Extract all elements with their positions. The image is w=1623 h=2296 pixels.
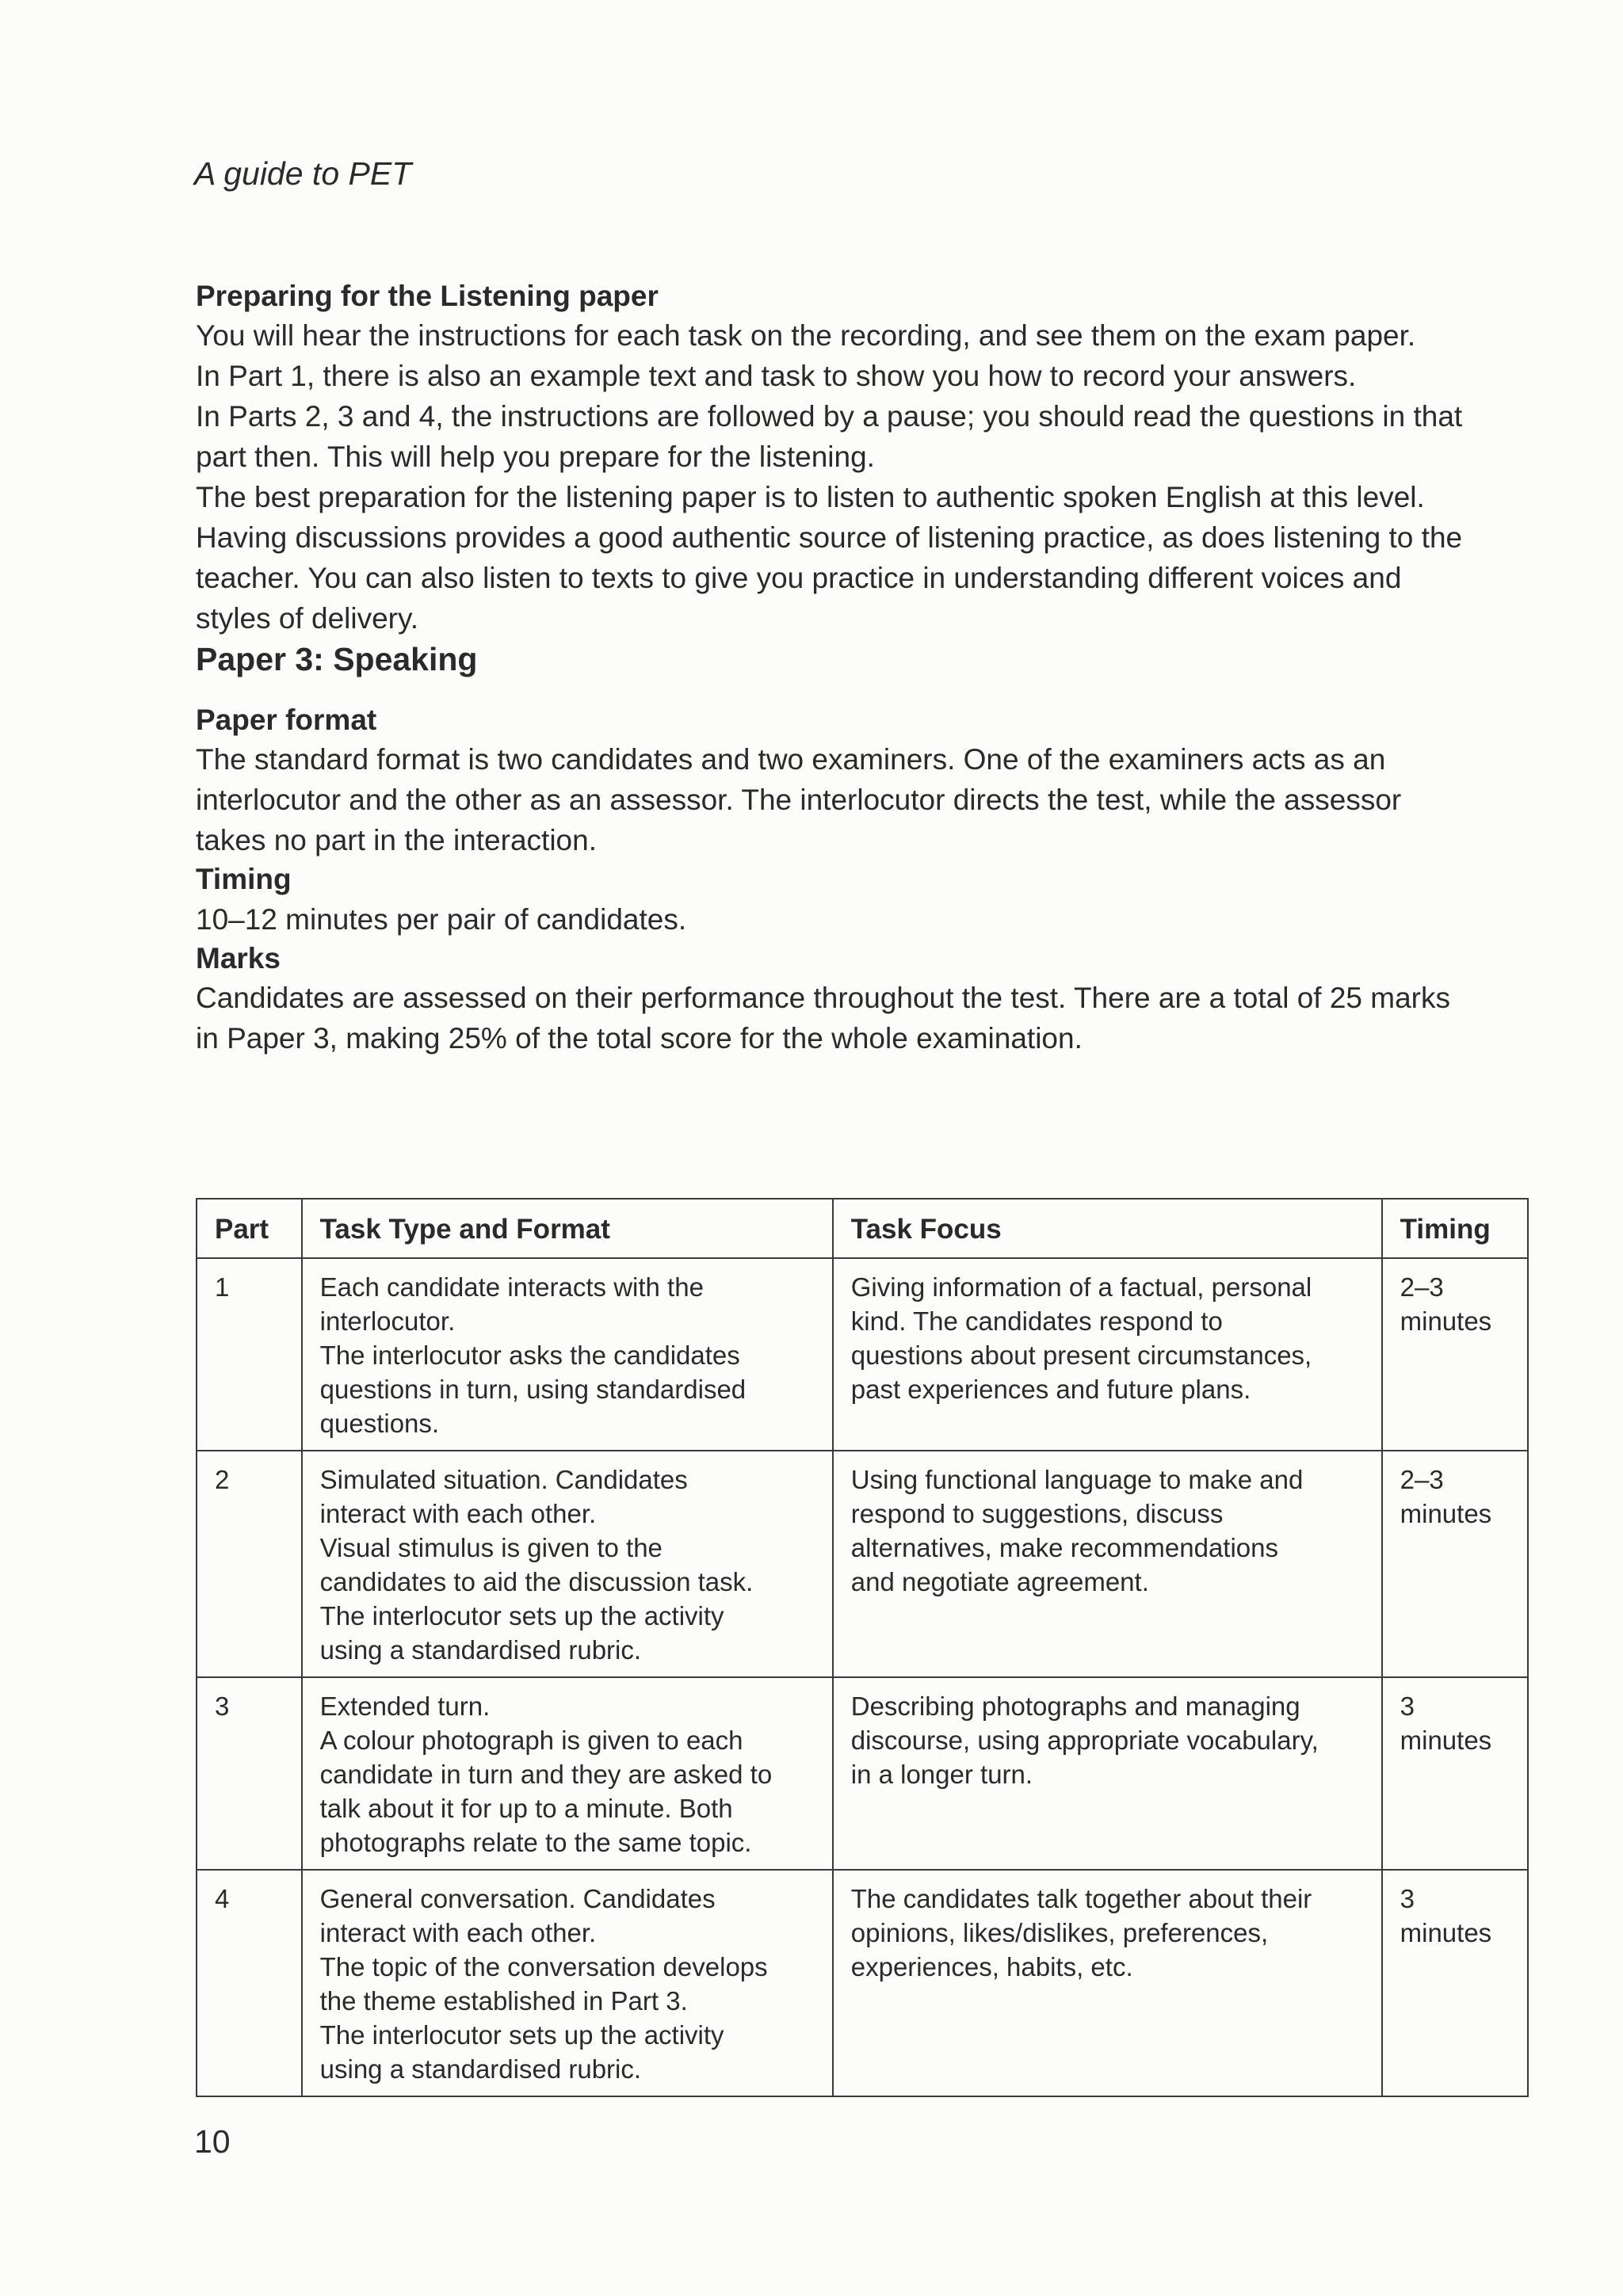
- paper-format-heading: Paper format: [196, 704, 377, 737]
- cell-line: minutes: [1400, 1918, 1492, 1947]
- part-number: 2: [197, 1451, 302, 1677]
- table-row: [197, 1677, 1528, 1870]
- task-focus-cell: [833, 1451, 1382, 1677]
- table-row: [197, 1451, 1528, 1677]
- cell-line: Extended turn.: [319, 1691, 491, 1721]
- text-line: part then. This will help you prepare for the listening.: [196, 441, 875, 474]
- cell-line: minutes: [1400, 1306, 1492, 1336]
- timing-cell: [1382, 1677, 1528, 1870]
- cell-line: Simulated situation. Candidates: [319, 1465, 688, 1494]
- listening-paragraph-1: [196, 315, 1539, 477]
- cell-line: candidates to aid the discussion task.: [319, 1567, 754, 1596]
- cell-line: interact with each other.: [319, 1499, 597, 1528]
- text-line: styles of delivery.: [196, 602, 419, 635]
- cell-line: candidate in turn and they are asked to: [319, 1760, 773, 1789]
- task-type-cell: [302, 1451, 833, 1677]
- text-line: takes no part in the interaction.: [196, 824, 597, 857]
- speaking-parts-table: [196, 1198, 1529, 2097]
- text-line: Having discussions provides a good authentic source of listening practice, as does listening to the: [196, 521, 1463, 555]
- cell-line: and negotiate agreement.: [850, 1567, 1149, 1596]
- cell-line: minutes: [1400, 1499, 1492, 1528]
- cell-line: 3: [1400, 1884, 1415, 1913]
- task-focus-cell: [833, 1258, 1382, 1451]
- text-line: In Part 1, there is also an example text and task to show you how to record your answers.: [196, 360, 1357, 393]
- cell-line: opinions, likes/dislikes, preferences,: [850, 1918, 1269, 1947]
- cell-line: using a standardised rubric.: [319, 1635, 642, 1665]
- cell-line: Describing photographs and managing: [850, 1691, 1300, 1721]
- cell-line: Each candidate interacts with the: [319, 1272, 704, 1302]
- running-head: A guide to PET: [194, 155, 412, 192]
- cell-line: questions.: [319, 1409, 440, 1438]
- table-header-row: [197, 1199, 1528, 1258]
- cell-line: Giving information of a factual, personal: [850, 1272, 1312, 1302]
- page-number: 10: [194, 2123, 231, 2160]
- cell-line: Using functional language to make and: [850, 1465, 1304, 1494]
- timing-cell: [1382, 1870, 1528, 2096]
- marks-text: [196, 978, 1539, 1058]
- task-focus-cell: [833, 1870, 1382, 2096]
- header-task-type: Task Type and Format: [302, 1199, 833, 1258]
- text-line: The best preparation for the listening paper is to listen to authentic spoken English at this level.: [196, 481, 1425, 514]
- paper-format-text: [196, 739, 1539, 860]
- cell-line: minutes: [1400, 1726, 1492, 1755]
- text-line: The standard format is two candidates and two examiners. One of the examiners acts as an: [196, 743, 1386, 776]
- cell-line: the theme established in Part 3.: [319, 1986, 688, 2016]
- header-task-focus: Task Focus: [833, 1199, 1382, 1258]
- cell-line: experiences, habits, etc.: [850, 1952, 1133, 1981]
- part-number: 3: [197, 1677, 302, 1870]
- cell-line: A colour photograph is given to each: [319, 1726, 743, 1755]
- header-timing: Timing: [1382, 1199, 1528, 1258]
- timing-text: [196, 899, 1539, 940]
- table-row: [197, 1258, 1528, 1451]
- text-line: in Paper 3, making 25% of the total score for the whole examination.: [196, 1021, 1083, 1055]
- cell-line: 2–3: [1400, 1465, 1444, 1494]
- content-area: [196, 277, 1539, 1058]
- cell-line: discourse, using appropriate vocabulary,: [850, 1726, 1319, 1755]
- cell-line: talk about it for up to a minute. Both: [319, 1794, 733, 1823]
- text-line: Candidates are assessed on their performance throughout the test. There are a total of 25 marks: [196, 981, 1450, 1014]
- listening-heading: Preparing for the Listening paper: [196, 280, 659, 312]
- cell-line: The topic of the conversation develops: [319, 1952, 768, 1981]
- text-line: 10–12 minutes per pair of candidates.: [196, 902, 687, 936]
- cell-line: using a standardised rubric.: [319, 2054, 642, 2084]
- table-row: [197, 1870, 1528, 2096]
- text-line: You will hear the instructions for each task on the recording, and see them on the exam paper.: [196, 319, 1416, 353]
- cell-line: The interlocutor sets up the activity: [319, 2020, 724, 2050]
- cell-line: questions about present circumstances,: [850, 1341, 1312, 1370]
- cell-line: photographs relate to the same topic.: [319, 1828, 752, 1857]
- cell-line: Visual stimulus is given to the: [319, 1533, 663, 1562]
- cell-line: General conversation. Candidates: [319, 1884, 716, 1913]
- timing-cell: [1382, 1451, 1528, 1677]
- speaking-heading: Paper 3: Speaking: [196, 641, 478, 678]
- task-type-cell: [302, 1258, 833, 1451]
- timing-heading: Timing: [196, 863, 292, 896]
- marks-heading: Marks: [196, 941, 281, 974]
- cell-line: respond to suggestions, discuss: [850, 1499, 1224, 1528]
- cell-line: The interlocutor sets up the activity: [319, 1601, 724, 1630]
- listening-paragraph-2: [196, 477, 1539, 639]
- cell-line: interlocutor.: [319, 1306, 456, 1336]
- cell-line: The interlocutor asks the candidates: [319, 1341, 740, 1370]
- cell-line: interact with each other.: [319, 1918, 597, 1947]
- timing-cell: [1382, 1258, 1528, 1451]
- cell-line: The candidates talk together about their: [850, 1884, 1312, 1913]
- cell-line: past experiences and future plans.: [850, 1375, 1251, 1404]
- part-number: 1: [197, 1258, 302, 1451]
- cell-line: 2–3: [1400, 1272, 1444, 1302]
- cell-line: kind. The candidates respond to: [850, 1306, 1223, 1336]
- task-type-cell: [302, 1677, 833, 1870]
- cell-line: questions in turn, using standardised: [319, 1375, 747, 1404]
- text-line: interlocutor and the other as an assessor. The interlocutor directs the test, while the assessor: [196, 784, 1402, 817]
- part-number: 4: [197, 1870, 302, 2096]
- task-type-cell: [302, 1870, 833, 2096]
- header-part: Part: [197, 1199, 302, 1258]
- text-line: teacher. You can also listen to texts to give you practice in understanding different voices and: [196, 562, 1402, 595]
- cell-line: alternatives, make recommendations: [850, 1533, 1278, 1562]
- cell-line: 3: [1400, 1691, 1415, 1721]
- task-focus-cell: [833, 1677, 1382, 1870]
- text-line: In Parts 2, 3 and 4, the instructions are followed by a pause; you should read the questions in that: [196, 400, 1463, 433]
- cell-line: in a longer turn.: [850, 1760, 1033, 1789]
